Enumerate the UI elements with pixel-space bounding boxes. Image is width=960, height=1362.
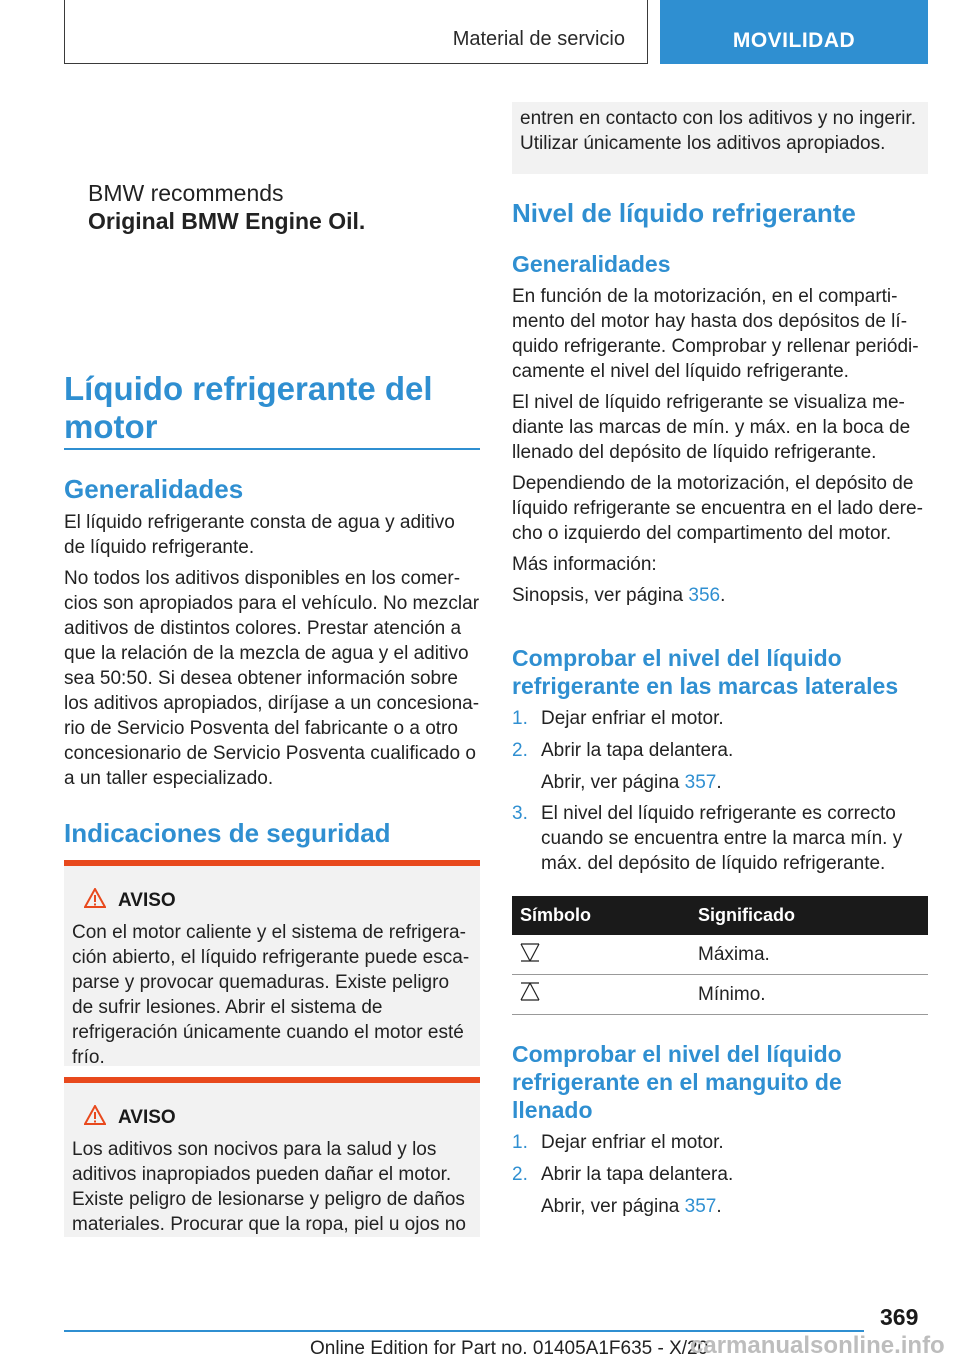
open-hood-reference: Abrir, ver página 357. [541, 772, 722, 793]
safety-section [64, 818, 480, 848]
sinopsis-page-link[interactable]: 356 [688, 585, 721, 606]
list-item [512, 1162, 928, 1219]
section-title [64, 370, 480, 446]
warning-continuation-text: entren en contacto con los aditivos y no ingerir. Utilizar únicamente los aditivos apropiados. [520, 108, 917, 154]
general-heading-right: Generalidades [512, 251, 671, 277]
warning-text: Con el motor caliente y el sistema de refrigeración abierto, el líquido refrigerante puede escaparse y provocar quemaduras. Existe peligro de sufrir lesiones. Abrir el sistema de refrigeración únicamente cuando el motor esté frío. [72, 922, 470, 1068]
header-chapter-tab: MOVILIDAD [660, 0, 928, 64]
warning-bar [64, 1077, 480, 1083]
table-cell-meaning: Máxima. [690, 935, 928, 975]
general-section-left [64, 474, 480, 791]
warning-triangle-icon [84, 888, 106, 914]
bmw-ad-line1: BMW recommends [88, 180, 284, 206]
step-number: 2. [512, 740, 528, 761]
list-item [512, 1130, 928, 1155]
step-text: Abrir la tapa delantera. [541, 740, 734, 761]
table-cell-meaning: Mínimo. [690, 975, 928, 1015]
warning-title-text: AVISO [118, 890, 176, 911]
general-heading: Generalidades [64, 474, 244, 504]
check-side-heading: Comprobar el nivel del líquido refrigerante en las marcas laterales [512, 645, 899, 699]
coolant-level-heading: Nivel de líquido refrigerante [512, 198, 856, 228]
step-number: 1. [512, 708, 528, 729]
table-header-symbol: Símbolo [512, 896, 690, 935]
warning-text: Los aditivos son nocivos para la salud y los aditivos inapropiados pueden dañar el motor. Existe peligro de lesionarse y peligro de daños materiales. Procurar que la ropa, piel u ojos no [72, 1139, 466, 1235]
list-item [512, 738, 928, 795]
min-mark-icon [512, 975, 690, 1015]
table-header-row [512, 896, 928, 935]
warning-box-2 [64, 1077, 480, 1237]
warning-title [84, 1105, 480, 1131]
step-text: Dejar enfriar el motor. [541, 708, 724, 729]
header-section-title: Material de servicio [452, 28, 625, 50]
open-ref-text: Abrir, ver página [541, 1196, 685, 1217]
section-title-line1: Líquido refrigerante del [64, 370, 433, 407]
level-paragraph-1: En función de la motorización, en el compartimento del motor hay hasta dos depósitos de líquido refrigerante. Comprobar y rellenar periódicamente el nivel del líquido refrigerante. [512, 286, 919, 382]
open-hood-reference: Abrir, ver página 357. [541, 1196, 722, 1217]
warning-continuation [512, 102, 928, 174]
warning-title-text: AVISO [118, 1107, 176, 1128]
max-mark-icon [512, 935, 690, 975]
table-row [512, 935, 928, 975]
level-paragraph-2: El nivel de líquido refrigerante se visualiza mediante las marcas de mín. y máx. en la boca de llenado del depósito de líquido refrigerante. [512, 392, 911, 463]
step-number: 1. [512, 1132, 528, 1153]
sinopsis-text: Sinopsis, ver página [512, 585, 689, 606]
warning-title [84, 888, 480, 914]
open-ref-page-link[interactable]: 357 [684, 1196, 717, 1217]
table-header-meaning: Significado [690, 896, 928, 935]
title-rule [64, 448, 480, 450]
step-number: 2. [512, 1164, 528, 1185]
page-number: 369 [880, 1304, 919, 1330]
sinopsis-reference: Sinopsis, ver página 356. [512, 585, 726, 606]
safety-heading: Indicaciones de seguridad [64, 818, 391, 848]
level-paragraph-3: Dependiendo de la motorización, el depósito de líquido refrigerante se encuentra en el lado derecho o izquierdo del compartimento del motor. [512, 473, 923, 544]
footer-edition: Online Edition for Part no. 01405A1F635 - X/20 [310, 1338, 709, 1359]
warning-triangle-icon [84, 1105, 106, 1131]
warning-bar [64, 860, 480, 866]
open-ref-page-link[interactable]: 357 [684, 772, 717, 793]
general-paragraph-2: No todos los aditivos disponibles en los comercios son apropiados para el vehículo. No mezclar aditivos de distintos colores. Prestar atención a que la relación de la mezcla de agua y el aditivo sea 50:50. Si desea obtener información sobre los aditivos apropiados, diríjase a un concesionario de Servicio Posventa del fabricante o a otro concesionario de Servicio Posventa cualificado o a un taller especializado. [64, 568, 480, 789]
section-title-line2: motor [64, 408, 158, 445]
footer-watermark: carmanualsonline.info [690, 1332, 945, 1359]
step-text: Abrir la tapa delantera. [541, 1164, 734, 1185]
list-item [512, 801, 928, 876]
bmw-ad-line2: Original BMW Engine Oil. [88, 208, 366, 234]
check-side-steps [512, 706, 928, 876]
check-side-section [512, 644, 928, 883]
list-item [512, 706, 928, 731]
more-info-label: Más información: [512, 554, 657, 575]
step-text: Dejar enfriar el motor. [541, 1132, 724, 1153]
check-neck-heading: Comprobar el nivel del líquido refrigerante en el manguito de llenado [512, 1041, 842, 1123]
step-number: 3. [512, 803, 528, 824]
coolant-level-section [512, 198, 928, 608]
table-row [512, 975, 928, 1015]
symbol-table [512, 896, 928, 1015]
check-neck-section [512, 1040, 928, 1226]
check-neck-steps [512, 1130, 928, 1219]
open-ref-text: Abrir, ver página [541, 772, 685, 793]
warning-box-1 [64, 860, 480, 1066]
general-paragraph-1: El líquido refrigerante consta de agua y aditivo de líquido refrigerante. [64, 512, 455, 558]
step-text: El nivel del líquido refrigerante es correcto cuando se encuentra entre la marca mín. y máx. del depósito de líquido refrigerante. [541, 803, 903, 874]
header-frame [64, 0, 648, 64]
